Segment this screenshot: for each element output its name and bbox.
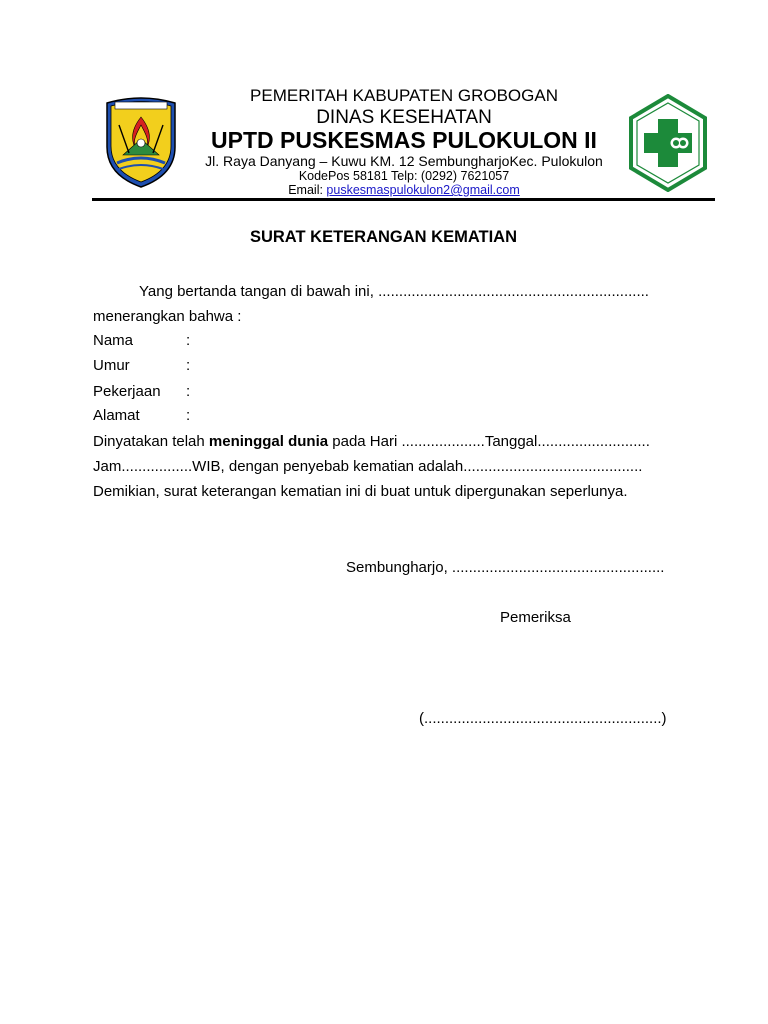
letterhead-government: PEMERITAH KABUPATEN GROBOGAN — [250, 86, 558, 105]
email-link[interactable]: puskesmaspulokulon2@gmail.com — [326, 183, 520, 197]
place-date-line: Sembungharjo, ................................................... — [346, 559, 665, 576]
declaration-emphasis: meninggal dunia — [208, 433, 329, 450]
field-colon: : — [186, 383, 191, 400]
signatory-name-blank: (.........................................................) — [419, 710, 667, 727]
field-label-name: Nama — [93, 332, 134, 349]
document-title: SURAT KETERANGAN KEMATIAN — [249, 228, 518, 246]
field-colon: : — [186, 407, 191, 424]
declaration-suffix: pada Hari ....................Tanggal........................... — [328, 433, 650, 450]
letterhead-institution: UPTD PUSKESMAS PULOKULON II — [211, 127, 597, 153]
field-label-occupation: Pekerjaan — [93, 383, 161, 400]
stating-line: menerangkan bahwa : — [93, 308, 242, 325]
signatory-role: Pemeriksa — [500, 609, 571, 626]
field-label-age: Umur — [93, 357, 130, 374]
time-cause-line: Jam.................WIB, dengan penyebab kematian adalah........................................... — [93, 458, 643, 475]
letterhead-department: DINAS KESEHATAN — [316, 107, 492, 128]
field-label-address: Alamat — [93, 407, 140, 424]
letterhead-email-line — [160, 183, 648, 197]
email-label: Email: — [288, 183, 327, 197]
letterhead-contact: KodePos 58181 Telp: (0292) 7621057 — [298, 169, 510, 183]
intro-paragraph: Yang bertanda tangan di bawah ini, ................................................................. — [139, 283, 649, 300]
closing-line: Demikian, surat keterangan kematian ini di buat untuk dipergunakan seperlunya. — [93, 483, 628, 500]
letterhead-address: Jl. Raya Danyang – Kuwu KM. 12 SembungharjoKec. Pulokulon — [205, 153, 603, 169]
field-colon: : — [186, 357, 191, 374]
death-declaration-line — [93, 433, 650, 451]
declaration-prefix: Dinyatakan telah — [93, 433, 209, 450]
field-colon: : — [186, 332, 191, 349]
letterhead-divider — [92, 198, 715, 201]
